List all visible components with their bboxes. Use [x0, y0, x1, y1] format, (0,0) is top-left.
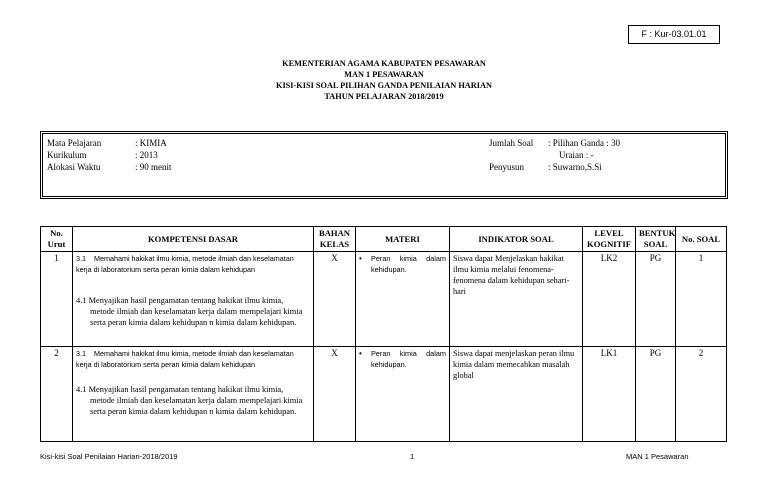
header-line-ministry: KEMENTERIAN AGAMA KABUPATEN PESAWARAN — [282, 59, 486, 68]
header-no-urut: No. Urut — [41, 227, 73, 252]
jumlah-soal-uraian: Uraian : - — [559, 150, 594, 160]
header-level-kognitif: LEVEL KOGNITIF — [583, 227, 636, 252]
bullet-icon: • — [359, 349, 362, 358]
bentuk-soal-value: PG — [636, 252, 676, 347]
kd-4-1: 4.1 Menyajikan hasil pengamatan tentang hakikat ilmu kimia, metode ilmiah dan keselamatan kerja dalam mempelajari kimia serta peran kimia dalam kehidupan n kimia dalam kehidupan. — [76, 385, 303, 416]
kisi-kisi-table — [40, 226, 727, 442]
header-line-title: KISI-KISI SOAL PILIHAN GANDA PENILAIAN HARIAN — [276, 81, 492, 90]
form-code-box: F : Kur-03.01.01 — [628, 25, 720, 44]
jumlah-soal-label: Jumlah Soal — [489, 138, 534, 148]
materi-cell: • Peran kimia dalam kehidupan. — [356, 252, 450, 347]
indikator-value: Siswa dapat Menjelaskan hakikat ilmu kimia melalui fenomena-fenomena dalam kehidupan sehari-hari — [450, 252, 583, 347]
level-kognitif-value: LK1 — [583, 347, 636, 442]
materi-cell: • Peran kimia dalam kehidupan. — [356, 347, 450, 442]
header-materi: MATERI — [356, 227, 450, 252]
kd-cell — [73, 347, 314, 442]
footer-left: Kisi-kisi Soal Penilaian Harian-2018/2019 — [40, 452, 178, 461]
header-no-soal: No. SOAL — [676, 227, 727, 252]
header-bentuk-soal: BENTUK SOAL — [636, 227, 676, 252]
footer-right: MAN 1 Pesawaran — [626, 452, 689, 461]
alokasi-label: Alokasi Waktu — [47, 162, 101, 172]
table-row — [41, 347, 727, 442]
footer-page-number: 1 — [410, 452, 415, 461]
table-header-row — [41, 227, 727, 252]
info-box — [40, 131, 728, 199]
penyusun-value: : Suwarno,S.Si — [548, 162, 602, 172]
no-soal-value: 1 — [676, 252, 727, 347]
penyusun-label: Penyusun — [489, 162, 525, 172]
indikator-value: Siswa dapat menjelaskan peran ilmu kimia dalam memecahkan masalah global — [450, 347, 583, 442]
jumlah-soal-pg: : Pilihan Ganda : 30 — [548, 138, 620, 148]
bahan-kelas-value: X — [314, 252, 356, 347]
header-kompetensi-dasar: KOMPETENSI DASAR — [73, 227, 314, 252]
kurikulum-label: Kurikulum — [47, 150, 87, 160]
row-number: 1 — [41, 252, 73, 347]
header-bahan-kelas: BAHAN KELAS — [314, 227, 356, 252]
kd-4-1: 4.1 Menyajikan hasil pengamatan tentang hakikat ilmu kimia, metode ilmiah dan keselamatan kerja dalam mempelajari kimia serta peran kimia dalam kehidupan n kimia dalam kehidupan. — [76, 296, 303, 327]
header-line-year: TAHUN PELAJARAN 2018/2019 — [324, 92, 444, 101]
table-row — [41, 252, 727, 347]
header-indikator-soal: INDIKATOR SOAL — [450, 227, 583, 252]
no-soal-value: 2 — [676, 347, 727, 442]
mapel-label: Mata Pelajaran — [47, 138, 102, 148]
alokasi-value: : 90 menit — [135, 162, 172, 172]
bahan-kelas-value: X — [314, 347, 356, 442]
kd-3-1: 3.1 Memahami hakikat ilmu kimia, metode ilmiah dan keselamatan kerja di laboratorium serta peran kimia dalam kehidupan — [76, 349, 294, 369]
kd-cell — [73, 252, 314, 347]
header-line-school: MAN 1 PESAWARAN — [344, 70, 424, 79]
bentuk-soal-value: PG — [636, 347, 676, 442]
kurikulum-value: : 2013 — [135, 150, 158, 160]
level-kognitif-value: LK2 — [583, 252, 636, 347]
kd-3-1: 3.1 Memahami hakikat ilmu kimia, metode ilmiah dan keselamatan kerja di laboratorium serta peran kimia dalam kehidupan — [76, 254, 294, 274]
row-number: 2 — [41, 347, 73, 442]
bullet-icon: • — [359, 254, 362, 263]
mapel-value: : KIMIA — [135, 138, 167, 148]
